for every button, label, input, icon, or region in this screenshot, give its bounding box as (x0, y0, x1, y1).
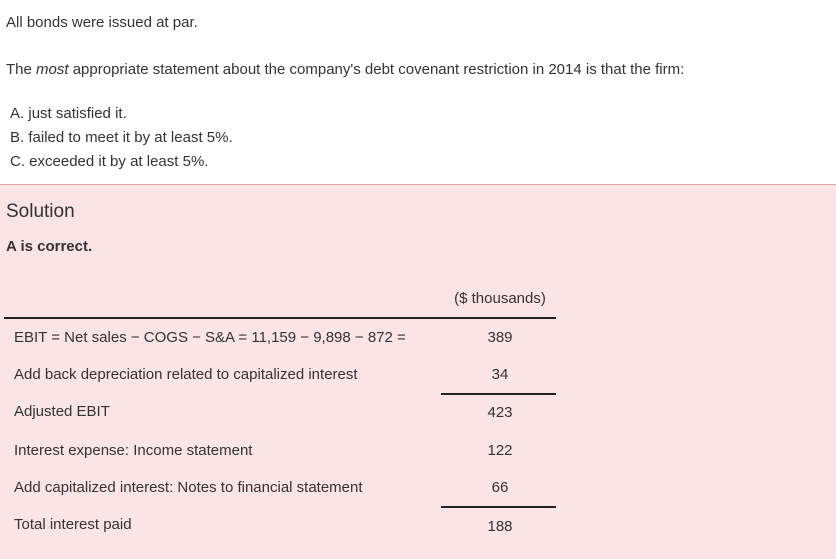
choice-a-text: just satisfied it. (28, 105, 127, 122)
question-stem-after: appropriate statement about the company's debt covenant restriction in 2014 is that the firm: (68, 61, 685, 78)
table-row-value: 423 (487, 404, 513, 421)
table-row-label: Adjusted EBIT (14, 403, 110, 420)
choice-c-letter: C. (10, 153, 25, 170)
table-row-value: 122 (487, 442, 513, 459)
question-section (0, 0, 836, 184)
table-row-value: 34 (491, 366, 509, 383)
choice-a-letter: A. (10, 105, 25, 122)
choice-a (10, 105, 127, 122)
question-stem-before: The (6, 61, 37, 78)
table-header-rule (4, 317, 556, 319)
table-row-value: 188 (487, 518, 513, 535)
table-row-label: EBIT = Net sales − COGS − S&A = 11,159 − 9,898 − 872 = (14, 329, 406, 346)
table-row-label: Total interest paid (14, 516, 132, 533)
table-row-label: Interest expense: Income statement (14, 442, 253, 459)
question-stem (6, 61, 684, 78)
table-row-label: Add capitalized interest: Notes to financial statement (14, 479, 363, 496)
question-stem-emphasis: most (36, 61, 69, 78)
choice-b-text: failed to meet it by at least 5%. (28, 129, 233, 146)
subtotal-rule (441, 393, 556, 395)
choice-b (10, 129, 233, 146)
table-row-value: 66 (491, 479, 509, 496)
table-row-label: Add back depreciation related to capitalized interest (14, 366, 358, 383)
total-rule (441, 506, 556, 508)
choice-c-text: exceeded it by at least 5%. (29, 153, 209, 170)
solution-panel (0, 184, 836, 559)
choice-b-letter: B. (10, 129, 25, 146)
question-intro: All bonds were issued at par. (6, 14, 198, 31)
table-unit-header: ($ thousands) (454, 290, 546, 307)
solution-title: Solution (6, 201, 75, 222)
solution-answer: A is correct. (6, 238, 93, 255)
table-row-value: 389 (487, 329, 513, 346)
choice-c (10, 153, 208, 170)
